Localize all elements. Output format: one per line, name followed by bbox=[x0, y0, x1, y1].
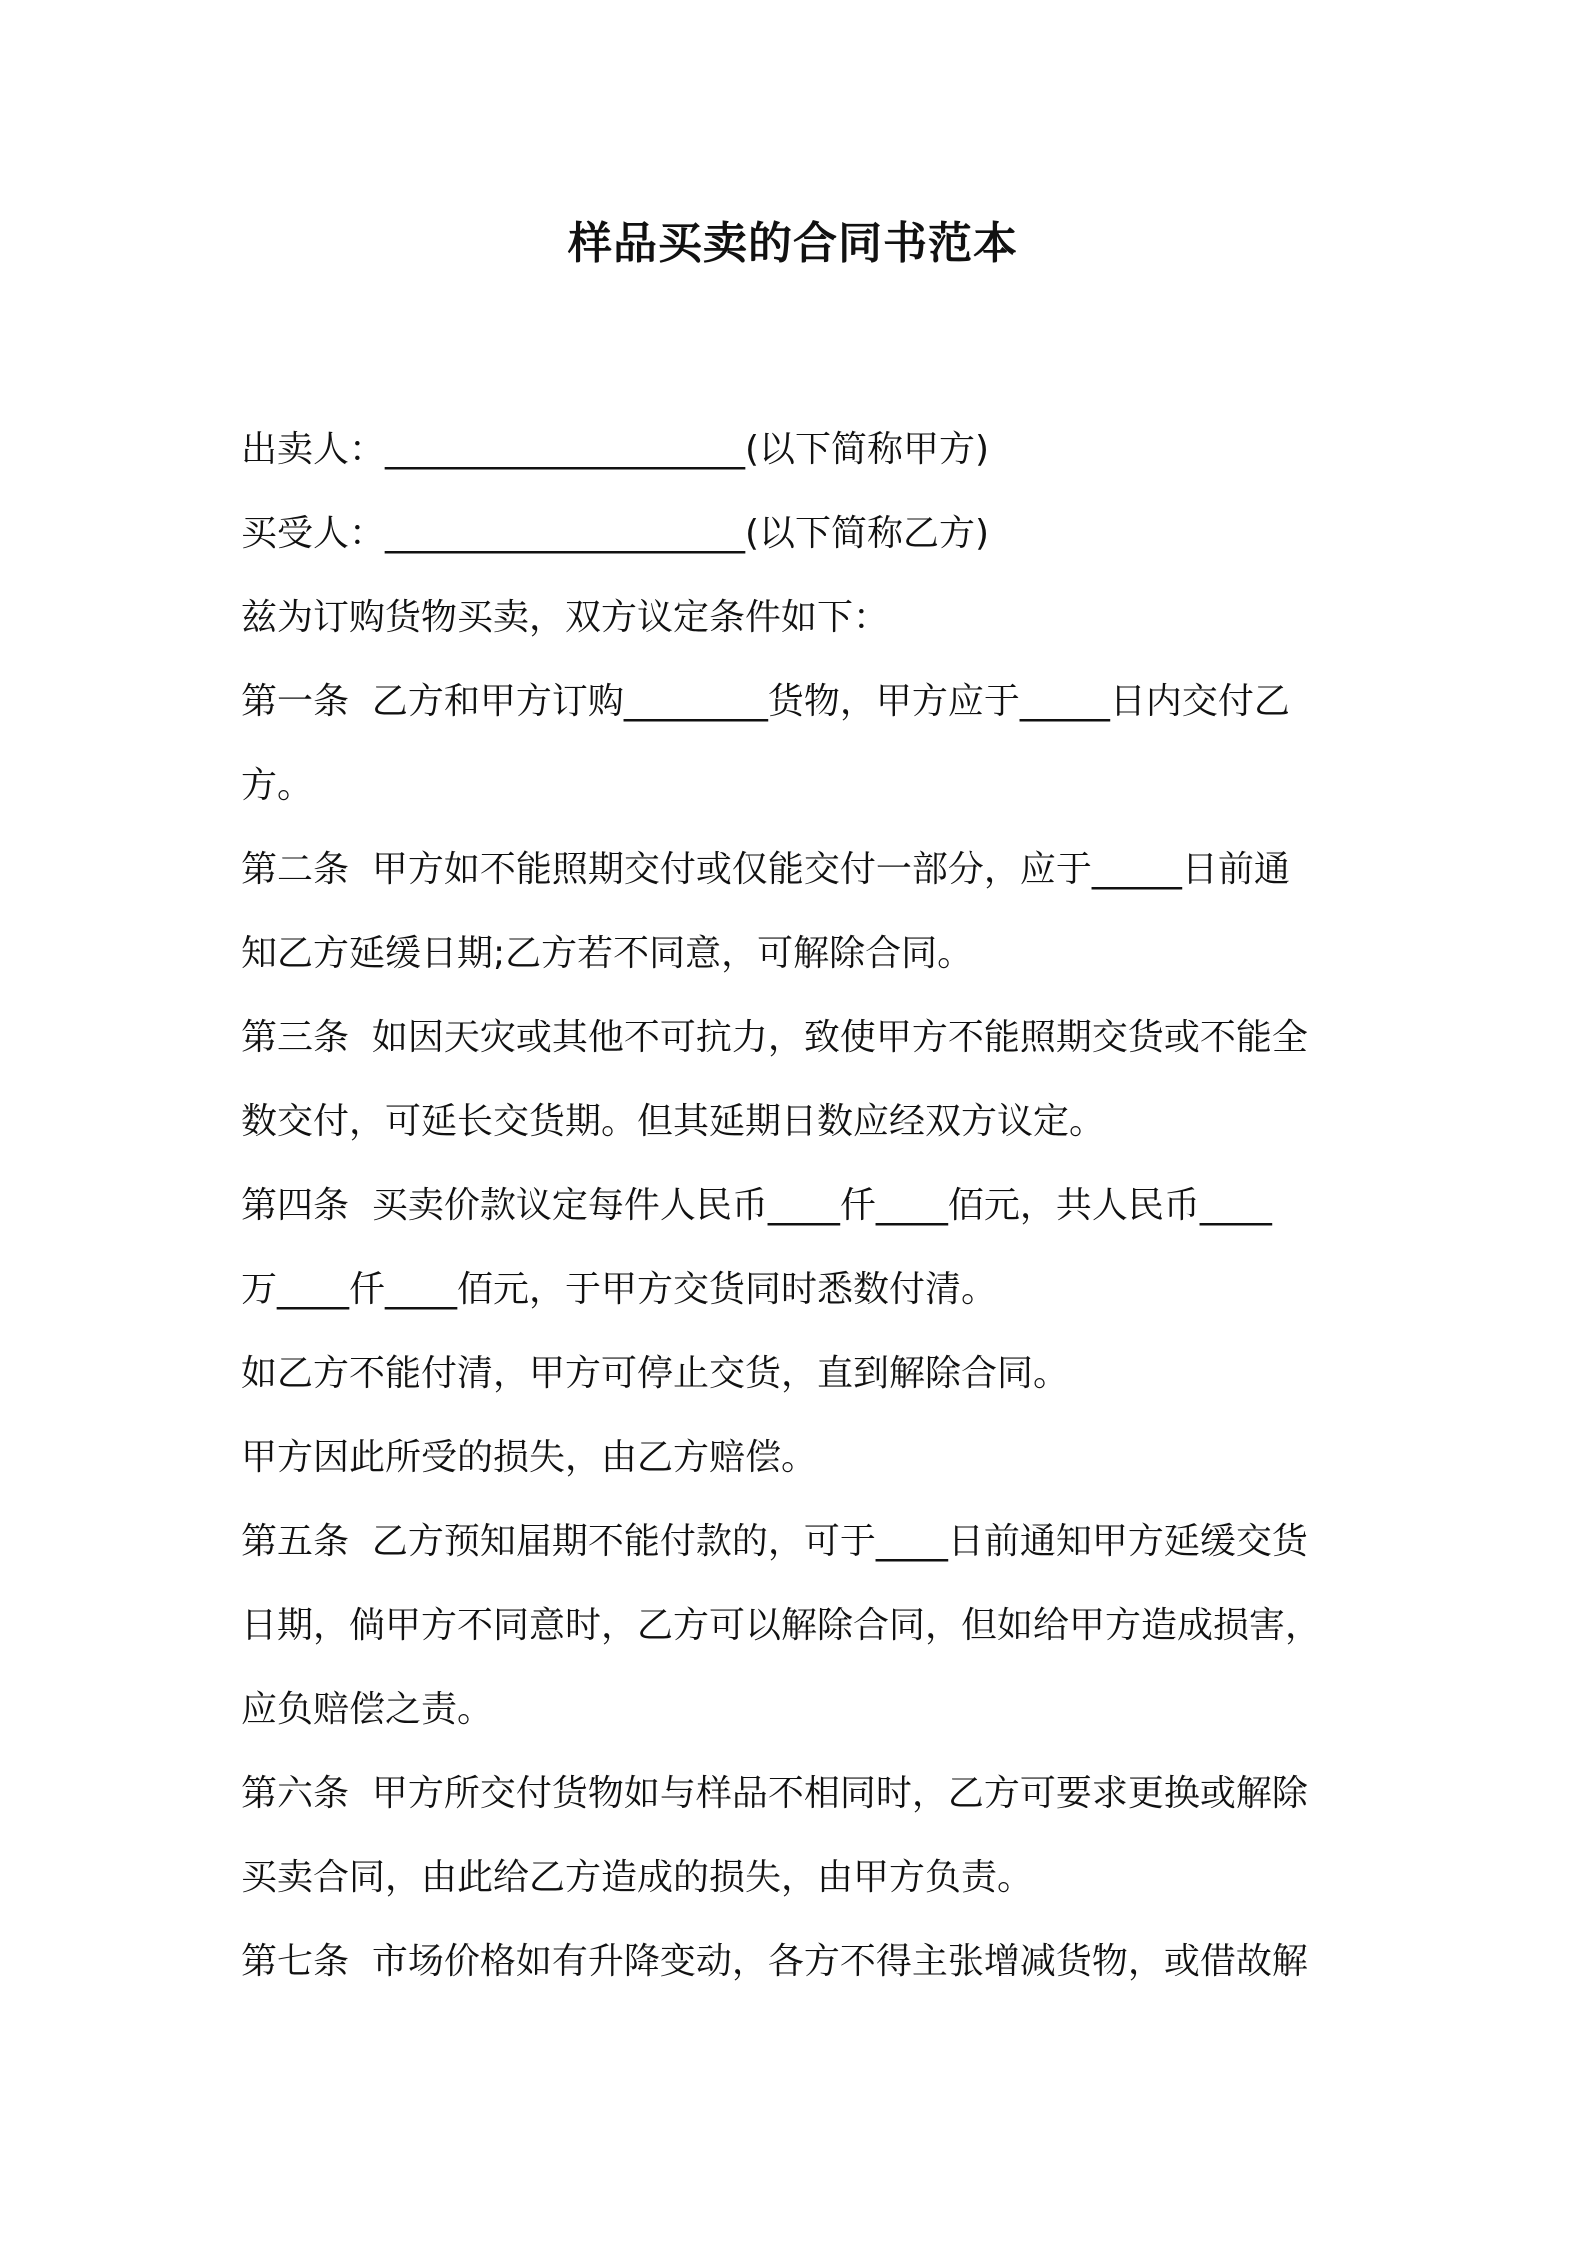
article-4-line-2: 万____仟____佰元，于甲方交货同时悉数付清。 bbox=[241, 1269, 998, 1310]
article-5-line-3: 应负赔偿之责。 bbox=[241, 1689, 494, 1730]
buyer-line: 买受人：____________________(以下简称乙方) bbox=[241, 513, 990, 554]
article-6-line-1: 第六条 甲方所交付货物如与样品不相同时，乙方可要求更换或解除 bbox=[241, 1773, 1308, 1814]
article-4-line-4: 甲方因此所受的损失，由乙方赔偿。 bbox=[241, 1437, 818, 1478]
seller-line: 出卖人：____________________(以下简称甲方) bbox=[241, 429, 990, 470]
article-1-line-1: 第一条 乙方和甲方订购________货物，甲方应于_____日内交付乙 bbox=[241, 681, 1290, 722]
document-title: 样品买卖的合同书范本 bbox=[568, 218, 1018, 269]
article-6-line-2: 买卖合同，由此给乙方造成的损失，由甲方负责。 bbox=[241, 1857, 1034, 1898]
article-4-line-1: 第四条 买卖价款议定每件人民币____仟____佰元，共人民币____ bbox=[241, 1185, 1272, 1226]
document-body bbox=[241, 408, 1361, 2004]
article-5-line-2: 日期，倘甲方不同意时，乙方可以解除合同，但如给甲方造成损害， bbox=[241, 1605, 1322, 1646]
intro-line: 兹为订购货物买卖，双方议定条件如下： bbox=[241, 597, 890, 638]
article-4-line-3: 如乙方不能付清，甲方可停止交货，直到解除合同。 bbox=[241, 1353, 1070, 1394]
article-5-line-1: 第五条 乙方预知届期不能付款的，可于____日前通知甲方延缓交货 bbox=[241, 1521, 1308, 1562]
article-2-line-1: 第二条 甲方如不能照期交付或仅能交付一部分，应于_____日前通 bbox=[241, 849, 1290, 890]
article-3-line-2: 数交付，可延长交货期。但其延期日数应经双方议定。 bbox=[241, 1101, 1106, 1142]
article-1-line-2: 方。 bbox=[241, 765, 314, 806]
article-7-line-1: 第七条 市场价格如有升降变动，各方不得主张增减货物，或借故解 bbox=[241, 1941, 1308, 1982]
article-2-line-2: 知乙方延缓日期;乙方若不同意，可解除合同。 bbox=[241, 933, 974, 974]
article-3-line-1: 第三条 如因天灾或其他不可抗力，致使甲方不能照期交货或不能全 bbox=[241, 1017, 1308, 1058]
